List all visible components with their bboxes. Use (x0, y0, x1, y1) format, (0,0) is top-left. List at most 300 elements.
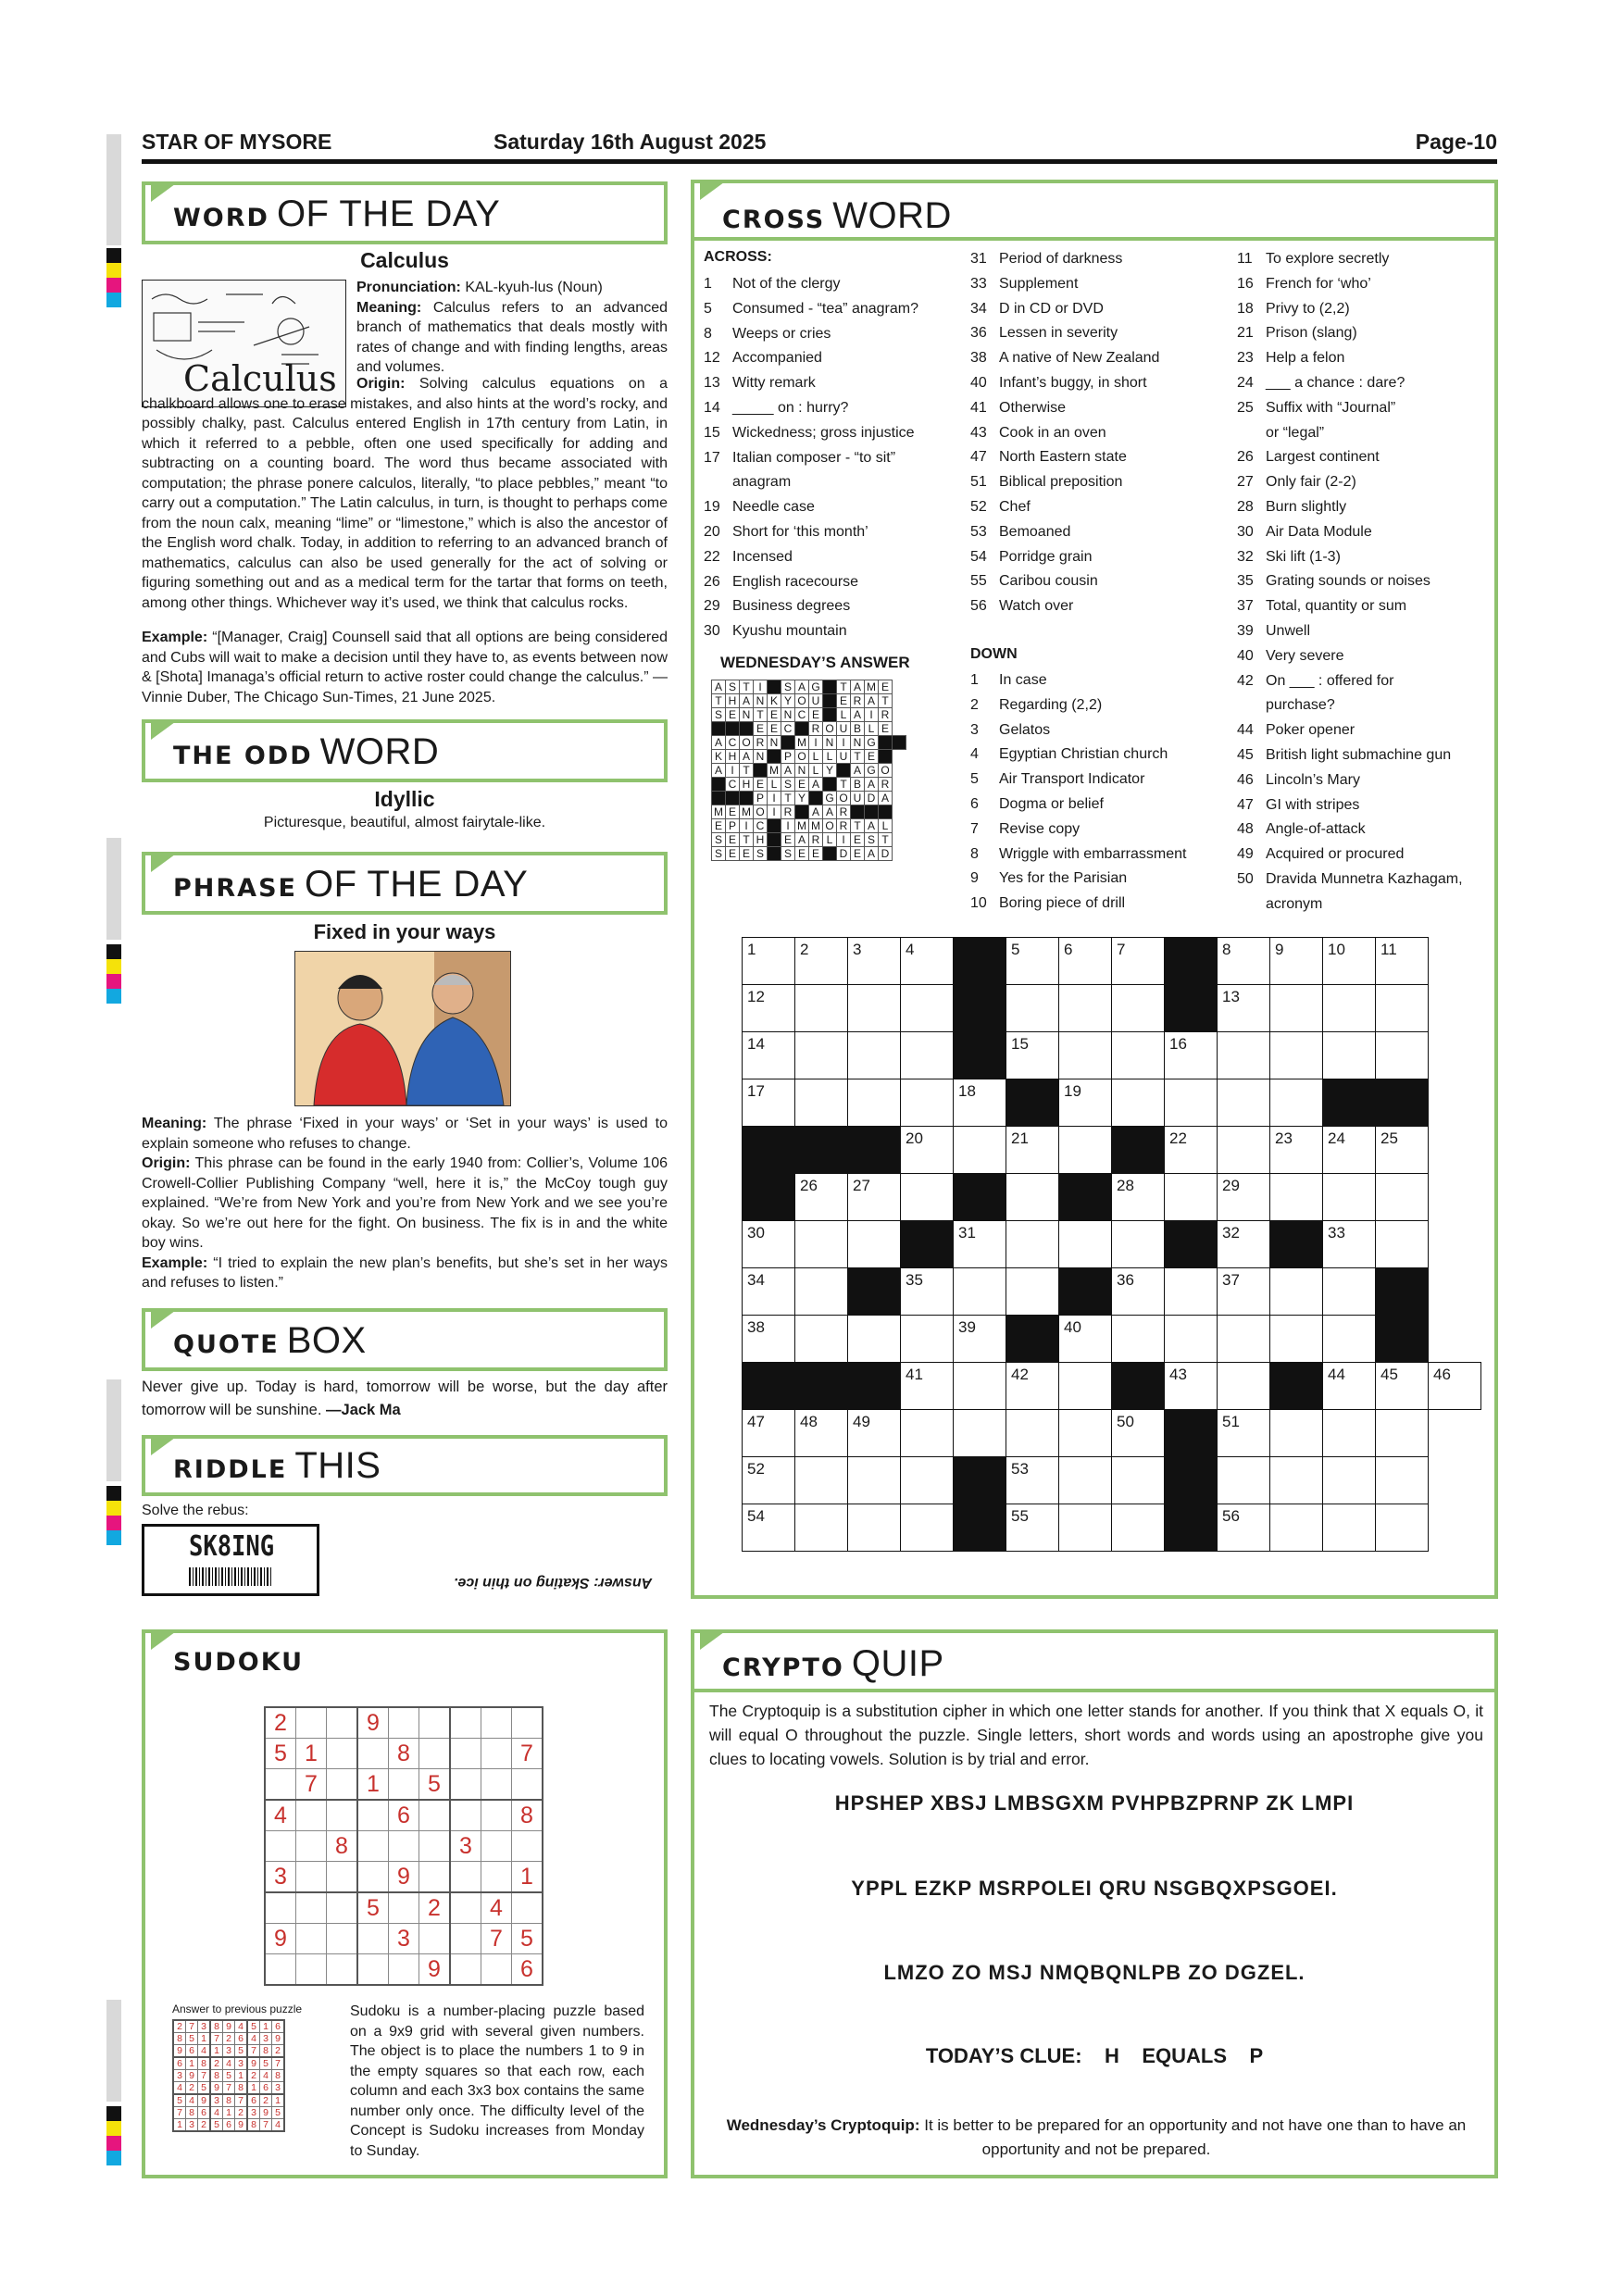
sudoku-cell[interactable] (419, 1924, 451, 1954)
crossword-cell[interactable] (848, 1410, 901, 1457)
crossword-cell[interactable] (795, 985, 848, 1032)
crossword-cell[interactable] (901, 1174, 954, 1221)
crossword-cell[interactable] (901, 985, 954, 1032)
sudoku-cell[interactable] (450, 1924, 481, 1954)
down-clues-col2 (970, 668, 1186, 917)
sudoku-cell: 1 (357, 1769, 389, 1801)
crossword-cell[interactable] (1270, 1410, 1323, 1457)
sudoku-cell: 6 (389, 1800, 419, 1831)
crossword-cell[interactable] (1270, 1174, 1323, 1221)
crossword-cell[interactable] (1218, 1410, 1270, 1457)
sudoku-cell[interactable] (327, 1707, 358, 1739)
crossword-cell[interactable] (1165, 1174, 1218, 1221)
sudoku-cell[interactable] (296, 1707, 327, 1739)
prev-sudoku-cell: 9 (247, 2057, 260, 2070)
sudoku-cell: 8 (327, 1831, 358, 1862)
clue-text: Incensed (732, 548, 793, 565)
crossword-cell[interactable] (1112, 1268, 1165, 1316)
clue-number: 10 (970, 895, 987, 912)
clue-text: Poker opener (1266, 722, 1355, 739)
crossword-cell[interactable] (1270, 985, 1323, 1032)
answer-letter: A (712, 764, 726, 778)
crossword-cell[interactable] (848, 1457, 901, 1504)
crossword-cell[interactable] (1376, 1457, 1429, 1504)
sudoku-cell[interactable] (389, 1831, 419, 1862)
answer-letter: T (851, 819, 865, 833)
clue-number: 4 (970, 746, 979, 763)
cell-number: 40 (1064, 1318, 1081, 1336)
answer-letter: L (809, 750, 823, 764)
crossword-cell[interactable] (795, 1221, 848, 1268)
wednesday-answer-label: WEDNESDAY’S ANSWER (720, 654, 910, 671)
crossword-black-square (743, 1174, 795, 1221)
cell-number: 20 (906, 1129, 923, 1147)
sudoku-cell[interactable] (450, 1739, 481, 1769)
clue-item (704, 520, 918, 545)
answer-letter: R (879, 778, 893, 792)
prev-sudoku-cell: 4 (186, 2094, 198, 2107)
answer-letter: A (809, 778, 823, 792)
crossword-cell[interactable] (1270, 1316, 1323, 1363)
crossword-cell[interactable] (1218, 1174, 1270, 1221)
crossword-cell[interactable] (954, 1410, 1006, 1457)
crossword-black-square (1323, 1079, 1376, 1127)
crossword-cell[interactable] (848, 1079, 901, 1127)
cell-number: 21 (1011, 1129, 1029, 1147)
crossword-cell[interactable] (1376, 1174, 1429, 1221)
sudoku-cell[interactable] (265, 1892, 296, 1924)
crossword-cell[interactable] (795, 938, 848, 985)
crossword-cell[interactable] (1323, 938, 1376, 985)
crossword-cell[interactable] (1112, 1221, 1165, 1268)
crossword-cell[interactable] (1059, 1079, 1112, 1127)
crossword-cell[interactable] (848, 985, 901, 1032)
crossword-cell[interactable] (1218, 1127, 1270, 1174)
crossword-cell[interactable] (795, 1504, 848, 1552)
sudoku-cell[interactable] (327, 1862, 358, 1893)
crossword-cell[interactable] (1112, 1457, 1165, 1504)
crossword-cell[interactable] (901, 938, 954, 985)
crossword-cell[interactable] (1006, 1363, 1059, 1410)
crossword-cell[interactable] (1112, 1504, 1165, 1552)
answer-letter: R (879, 708, 893, 722)
registration-strip (106, 1379, 121, 1481)
crossword-cell[interactable] (1059, 1221, 1112, 1268)
crossword-cell[interactable] (901, 1127, 954, 1174)
crossword-cell[interactable] (1270, 938, 1323, 985)
crossword-cell[interactable] (1376, 985, 1429, 1032)
phrase-of-day-text: Meaning: The phrase ‘Fixed in your ways’ or ‘Set in your ways’ is used to explain someone who refuses to change. Origin: This phrase can be found in the early 1940 from: Collier’s, Volume 106 Crowell-Collier Publishing Company “well, here it is,” the McCoy tough guy explained. “We’re from New York and you’re from New York and we see you’re okay. So we’re out here for the fight. On business. The fix is in and the white boy wins. Example: “I tried to explain the new plan’s benefits, but she’s set in her ways and refuses to listen.” (142, 1116, 668, 1291)
crossword-cell[interactable] (1376, 1127, 1429, 1174)
clue-text: Porridge grain (999, 548, 1093, 565)
crossword-cell[interactable] (954, 1079, 1006, 1127)
sudoku-cell[interactable] (296, 1862, 327, 1893)
sudoku-cell: 7 (296, 1769, 327, 1801)
sudoku-cell: 3 (265, 1862, 296, 1893)
clue-text: Largest continent (1266, 449, 1380, 466)
sudoku-cell[interactable] (512, 1707, 543, 1739)
clue-item (970, 247, 1159, 272)
crossword-cell[interactable] (901, 1268, 954, 1316)
sudoku-cell[interactable] (327, 1769, 358, 1801)
crossword-cell[interactable] (954, 1268, 1006, 1316)
crossword-cell[interactable] (1376, 1032, 1429, 1079)
cell-number: 2 (800, 941, 809, 958)
crossword-cell[interactable] (1323, 1363, 1376, 1410)
crossword-cell[interactable] (1429, 1363, 1481, 1410)
answer-letter: A (851, 764, 865, 778)
answer-letter: A (809, 805, 823, 819)
crossword-cell[interactable] (901, 1032, 954, 1079)
crossword-cell[interactable] (1270, 1504, 1323, 1552)
sudoku-cell[interactable] (450, 1862, 481, 1893)
crossword-cell[interactable] (1112, 1032, 1165, 1079)
clue-text: Privy to (2,2) (1266, 300, 1350, 317)
sudoku-cell: 5 (357, 1892, 389, 1924)
crossword-cell[interactable] (1112, 1079, 1165, 1127)
crossword-cell[interactable] (1059, 938, 1112, 985)
sudoku-cell[interactable] (419, 1800, 451, 1831)
clue-item (1237, 371, 1463, 396)
crossword-cell[interactable] (1165, 1363, 1218, 1410)
header-rule (142, 159, 1497, 164)
answer-letter: S (754, 847, 768, 861)
crossword-cell[interactable] (743, 1457, 795, 1504)
crossword-cell[interactable] (901, 1079, 954, 1127)
crossword-cell[interactable] (795, 1316, 848, 1363)
cell-number: 7 (1117, 941, 1126, 958)
crossword-cell[interactable] (901, 1457, 954, 1504)
sudoku-cell[interactable] (450, 1892, 481, 1924)
clue-item (704, 396, 918, 421)
crossword-cell[interactable] (1112, 1410, 1165, 1457)
clue-item (970, 321, 1159, 346)
cell-number: 46 (1433, 1366, 1451, 1383)
crossword-cell[interactable] (1270, 1079, 1323, 1127)
sudoku-cell[interactable] (357, 1739, 389, 1769)
prev-sudoku-cell: 8 (223, 2094, 235, 2107)
crossword-cell[interactable] (1059, 1127, 1112, 1174)
crossword-cell[interactable] (848, 1221, 901, 1268)
crossword-black-square (1376, 1316, 1429, 1363)
prev-sudoku-cell: 3 (186, 2119, 198, 2132)
sudoku-cell[interactable] (481, 1954, 512, 1986)
crossword-cell[interactable] (1218, 1457, 1270, 1504)
sudoku-cell[interactable] (265, 1769, 296, 1801)
clue-text: Chef (999, 498, 1031, 515)
clue-text: Help a felon (1266, 350, 1345, 367)
answer-letter: U (851, 792, 865, 805)
prev-sudoku-cell: 1 (223, 2107, 235, 2119)
crossword-cell[interactable] (1218, 1316, 1270, 1363)
word-of-day-heading: WORD OF THE DAY (142, 181, 668, 244)
prev-sudoku-cell: 2 (235, 2107, 248, 2119)
sudoku-cell[interactable] (419, 1707, 451, 1739)
paper-name: STAR OF MYSORE (142, 130, 332, 154)
crossword-cell[interactable] (1323, 1221, 1376, 1268)
crossword-cell[interactable] (743, 1032, 795, 1079)
crossword-cell[interactable] (901, 1316, 954, 1363)
crossword-cell[interactable] (1270, 1457, 1323, 1504)
crossword-cell[interactable] (1006, 1174, 1059, 1221)
crossword-cell[interactable] (901, 1410, 954, 1457)
prev-sudoku-cell: 4 (173, 2082, 186, 2095)
crossword-cell[interactable] (1218, 1032, 1270, 1079)
answer-letter: K (768, 694, 781, 708)
crossword-cell[interactable] (1112, 985, 1165, 1032)
crossword-cell[interactable] (1270, 1268, 1323, 1316)
clue-item (1237, 445, 1463, 470)
crossword-cell[interactable] (795, 1268, 848, 1316)
crossword-cell[interactable] (954, 1316, 1006, 1363)
crossword-cell[interactable] (795, 1457, 848, 1504)
answer-letter: D (879, 847, 893, 861)
cell-number: 1 (747, 941, 756, 958)
sudoku-cell[interactable] (357, 1831, 389, 1862)
sudoku-cell[interactable] (450, 1707, 481, 1739)
sudoku-cell[interactable] (419, 1739, 451, 1769)
answer-letter: N (781, 708, 795, 722)
crossword-cell[interactable] (901, 1363, 954, 1410)
sudoku-cell[interactable] (481, 1707, 512, 1739)
crossword-cell[interactable] (1323, 1127, 1376, 1174)
clue-text: Revise copy (999, 820, 1081, 837)
answer-letter: A (823, 805, 837, 819)
crossword-cell[interactable] (743, 1268, 795, 1316)
crossword-cell[interactable] (1376, 1410, 1429, 1457)
crossword-cell[interactable] (1006, 1268, 1059, 1316)
crossword-cell[interactable] (743, 1221, 795, 1268)
crossword-cell[interactable] (1323, 1268, 1376, 1316)
crossword-cell[interactable] (1165, 1032, 1218, 1079)
crossword-cell[interactable] (1059, 985, 1112, 1032)
sudoku-cell[interactable] (481, 1800, 512, 1831)
crossword-cell[interactable] (795, 1079, 848, 1127)
crossword-cell[interactable] (848, 1174, 901, 1221)
crossword-cell[interactable] (1059, 1457, 1112, 1504)
crossword-cell[interactable] (1218, 985, 1270, 1032)
sudoku-cell[interactable] (296, 1800, 327, 1831)
sudoku-cell[interactable] (357, 1954, 389, 1986)
barcode-icon (189, 1567, 272, 1586)
crossword-cell[interactable] (1006, 1221, 1059, 1268)
registration-strip (106, 134, 121, 245)
answer-black-square (879, 736, 893, 750)
crossword-cell[interactable] (1218, 1363, 1270, 1410)
clue-text: In case (999, 672, 1047, 688)
clue-number: 46 (1237, 771, 1254, 788)
crossword-cell[interactable] (954, 1221, 1006, 1268)
crossword-cell[interactable] (1059, 1504, 1112, 1552)
sudoku-cell[interactable] (296, 1924, 327, 1954)
sudoku-cell[interactable] (512, 1769, 543, 1801)
answer-letter: R (809, 722, 823, 736)
answer-letter: T (740, 764, 754, 778)
wednesday-cryptoquip: Wednesday’s Cryptoquip: It is better to be prepared for an opportunity and not have one than to have an opportunity and not be prepared. (726, 2116, 1467, 2158)
clue-item (970, 842, 1186, 867)
answer-letter: A (795, 680, 809, 694)
sudoku-cell[interactable] (481, 1862, 512, 1893)
answer-letter: P (781, 750, 795, 764)
sudoku-cell[interactable] (327, 1924, 358, 1954)
crossword-cell[interactable] (1006, 985, 1059, 1032)
crossword-cell[interactable] (1323, 1410, 1376, 1457)
crossword-cell[interactable] (795, 1032, 848, 1079)
crossword-cell[interactable] (1006, 1457, 1059, 1504)
crossword-cell[interactable] (743, 985, 795, 1032)
crossword-cell[interactable] (848, 938, 901, 985)
sudoku-cell[interactable] (357, 1800, 389, 1831)
crossword-cell[interactable] (1112, 1316, 1165, 1363)
cell-number: 10 (1328, 941, 1345, 958)
answer-black-square (726, 722, 740, 736)
cell-number: 33 (1328, 1224, 1345, 1242)
crossword-cell[interactable] (1270, 1127, 1323, 1174)
sudoku-cell[interactable] (327, 1892, 358, 1924)
clue-item (1237, 346, 1463, 371)
crossword-cell[interactable] (1218, 1079, 1270, 1127)
crossword-cell[interactable] (743, 938, 795, 985)
crossword-cell[interactable] (1376, 1504, 1429, 1552)
clue-item (970, 297, 1159, 322)
clue-text: North Eastern state (999, 449, 1127, 466)
crossword-cell[interactable] (848, 1316, 901, 1363)
answer-letter: I (809, 736, 823, 750)
phrase-of-day: Fixed in your ways (313, 920, 496, 943)
crossword-cell[interactable] (1006, 938, 1059, 985)
cell-number: 47 (747, 1413, 765, 1430)
sudoku-cell[interactable] (389, 1954, 419, 1986)
answer-letter: E (809, 847, 823, 861)
crossword-cell[interactable] (1006, 1127, 1059, 1174)
crossword-cell[interactable] (954, 1363, 1006, 1410)
crossword-cell[interactable] (1165, 1268, 1218, 1316)
crossword-cell[interactable] (1270, 1032, 1323, 1079)
sudoku-cell[interactable] (450, 1954, 481, 1986)
crossword-cell[interactable] (1323, 985, 1376, 1032)
crossword-cell[interactable] (848, 1032, 901, 1079)
sudoku-cell[interactable] (296, 1831, 327, 1862)
crossword-cell[interactable] (743, 1410, 795, 1457)
crossword-cell[interactable] (1323, 1316, 1376, 1363)
sudoku-cell[interactable] (327, 1800, 358, 1831)
answer-black-square (809, 792, 823, 805)
answer-letter: E (795, 778, 809, 792)
sudoku-cell[interactable] (481, 1739, 512, 1769)
sudoku-cell[interactable] (296, 1954, 327, 1986)
crossword-cell[interactable] (1112, 1174, 1165, 1221)
crossword-black-square (1165, 1410, 1218, 1457)
crossword-cell[interactable] (1165, 1127, 1218, 1174)
sudoku-cell[interactable] (389, 1769, 419, 1801)
sudoku-cell[interactable] (512, 1892, 543, 1924)
page-header (142, 130, 1497, 161)
sudoku-cell: 9 (389, 1862, 419, 1893)
clue-number: 35 (1237, 573, 1254, 590)
sudoku-cell[interactable] (419, 1862, 451, 1893)
crossword-cell[interactable] (848, 1504, 901, 1552)
sudoku-cell[interactable] (481, 1769, 512, 1801)
crossword-cell[interactable] (1165, 1079, 1218, 1127)
crossword-cell[interactable] (1376, 1221, 1429, 1268)
clue-number: 1 (704, 276, 712, 292)
crossword-cell[interactable] (1323, 1457, 1376, 1504)
sudoku-cell[interactable] (450, 1769, 481, 1801)
answer-letter: A (865, 847, 879, 861)
sudoku-cell[interactable] (450, 1800, 481, 1831)
down-label: DOWN (970, 646, 1018, 662)
crossword-cell[interactable] (743, 1079, 795, 1127)
crossword-cell[interactable] (1059, 1316, 1112, 1363)
clue-text: Wickedness; gross injustice (732, 424, 915, 441)
sudoku-cell[interactable] (512, 1831, 543, 1862)
crossword-cell[interactable] (1006, 1032, 1059, 1079)
answer-letter: C (795, 708, 809, 722)
crossword-cell[interactable] (1323, 1032, 1376, 1079)
sudoku-cell[interactable] (419, 1831, 451, 1862)
answer-letter: L (865, 722, 879, 736)
answer-letter: O (754, 805, 768, 819)
clue-text: Otherwise (999, 399, 1067, 416)
crossword-cell[interactable] (1218, 1268, 1270, 1316)
crossword-cell[interactable] (1059, 1032, 1112, 1079)
sudoku-cell[interactable] (327, 1954, 358, 1986)
cryptoquip-line-3: LMZO ZO MSJ NMQBQNLPB ZO DGZEL. (883, 1961, 1305, 1984)
crossword-cell[interactable] (1112, 938, 1165, 985)
crossword-cell[interactable] (1165, 1316, 1218, 1363)
crossword-cell[interactable] (1218, 1504, 1270, 1552)
sudoku-cell[interactable] (265, 1831, 296, 1862)
clue-text: Kyushu mountain (732, 623, 847, 640)
sudoku-cell[interactable] (481, 1831, 512, 1862)
clue-text: British light submachine gun (1266, 746, 1452, 763)
crossword-cell[interactable] (743, 1504, 795, 1552)
crossword-cell[interactable] (1376, 938, 1429, 985)
clue-number: 25 (1237, 399, 1254, 416)
sudoku-cell[interactable] (265, 1954, 296, 1986)
sudoku-cell[interactable] (357, 1862, 389, 1893)
crossword-cell[interactable] (1323, 1504, 1376, 1552)
answer-letter: E (712, 819, 726, 833)
crossword-cell[interactable] (743, 1316, 795, 1363)
crossword-cell[interactable] (1059, 1363, 1112, 1410)
clue-item (970, 668, 1186, 693)
crossword-cell[interactable] (1059, 1410, 1112, 1457)
crossword-cell[interactable] (795, 1174, 848, 1221)
answer-black-square (795, 805, 809, 819)
crossword-cell[interactable] (1376, 1363, 1429, 1410)
sudoku-cell[interactable] (357, 1924, 389, 1954)
sudoku-cell[interactable] (389, 1707, 419, 1739)
prev-sudoku-cell: 9 (173, 2045, 186, 2058)
crossword-cell[interactable] (1006, 1410, 1059, 1457)
crossword-cell[interactable] (901, 1504, 954, 1552)
crossword-cell[interactable] (954, 1127, 1006, 1174)
sudoku-cell[interactable] (327, 1739, 358, 1769)
answer-letter: E (726, 833, 740, 847)
answer-letter: E (865, 750, 879, 764)
page-number: Page-10 (1415, 130, 1497, 154)
sudoku-cell[interactable] (389, 1892, 419, 1924)
sudoku-cell[interactable] (296, 1892, 327, 1924)
prev-sudoku-cell: 6 (272, 2020, 285, 2033)
crossword-cell[interactable] (1218, 1221, 1270, 1268)
prev-sudoku-cell: 2 (223, 2033, 235, 2045)
crossword-cell[interactable] (795, 1410, 848, 1457)
crossword-cell[interactable] (1218, 938, 1270, 985)
crossword-cell[interactable] (1323, 1174, 1376, 1221)
crossword-cell[interactable] (1006, 1504, 1059, 1552)
